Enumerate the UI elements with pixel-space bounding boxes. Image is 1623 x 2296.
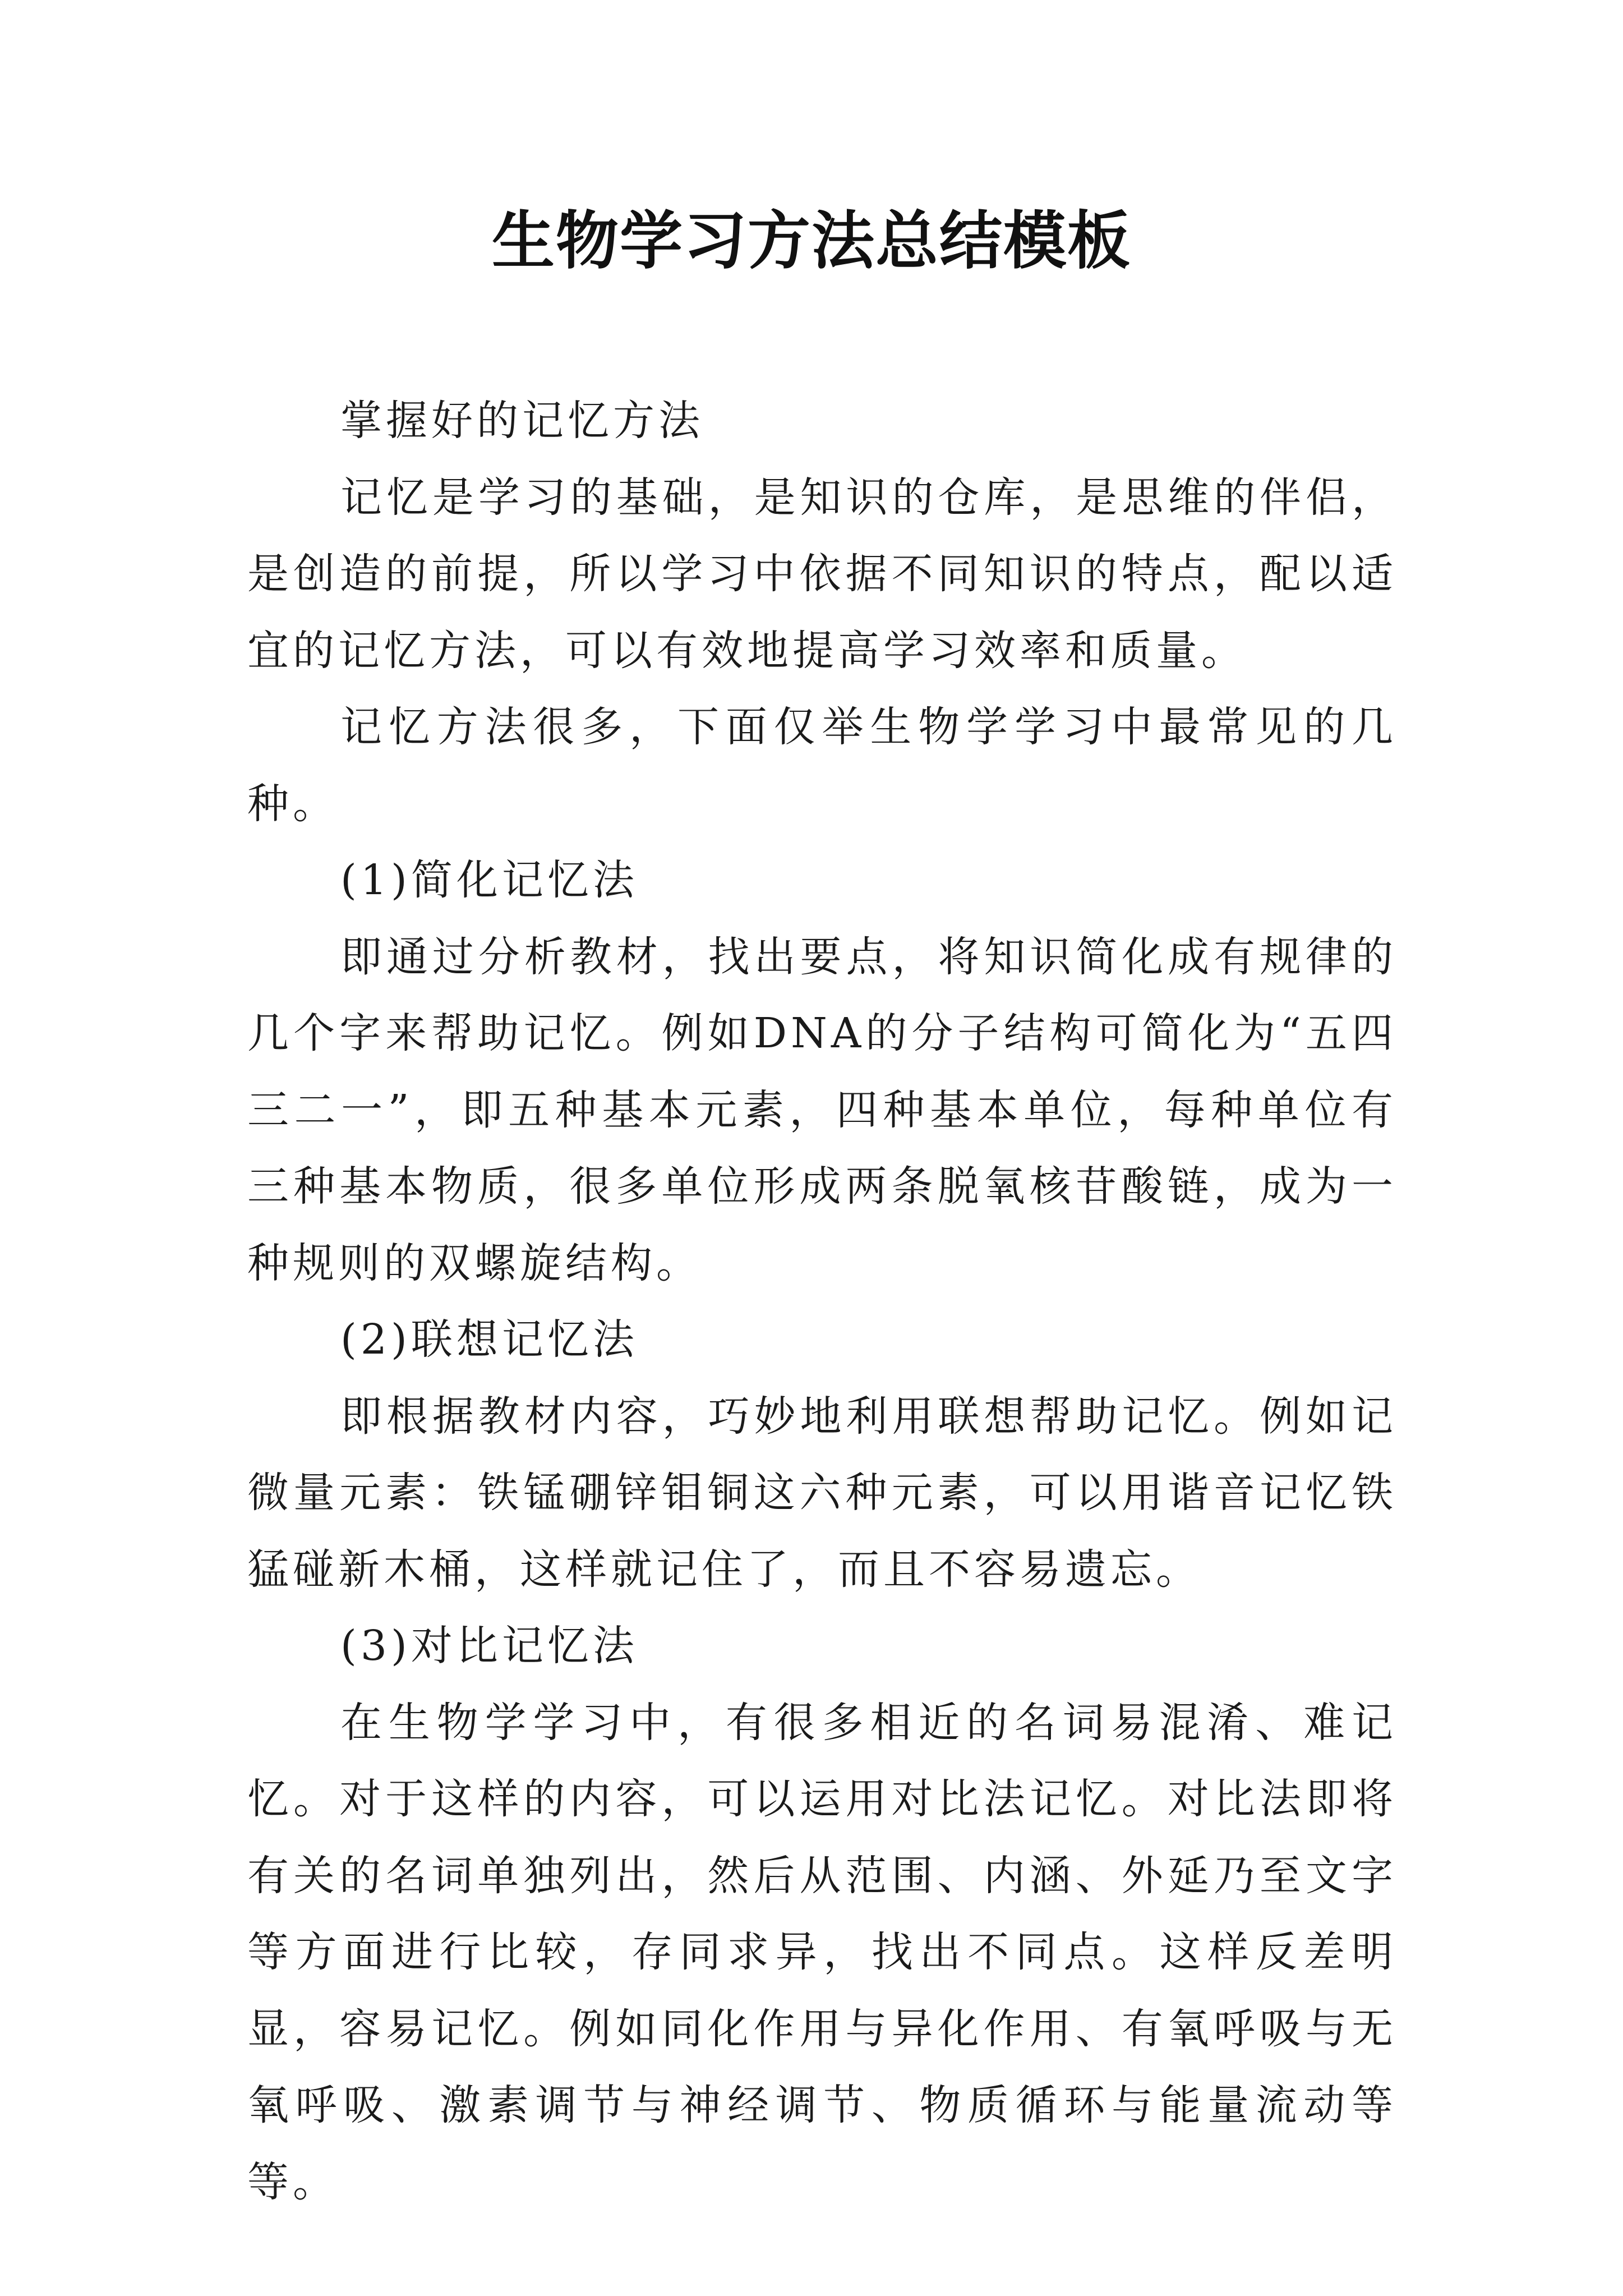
subheading-simplified-memory: (1)简化记忆法 (340, 856, 638, 904)
document-title: 生物学习方法总结模板 (492, 204, 1131, 278)
document-body (247, 383, 1397, 2220)
subheading-comparison-memory: (3)对比记忆法 (340, 1622, 638, 1670)
subheading-association-memory: (2)联想记忆法 (340, 1315, 638, 1364)
paragraph-comparison-memory: 在生物学学习中，有很多相近的名词易混淆、难记忆。对于这样的内容，可以运用对比法记忆。对比法即将有关的名词单独列出，然后从范围、内涵、外延乃至文字等方面进行比较，存同求异，找出不同点。这样反差明显，容易记忆。例如同化作用与异化作用、有氧呼吸与无氧呼吸、激素调节与神经调节、物质循环与能量流动等等。 (247, 1698, 1397, 2206)
section-heading-memory-methods: 掌握好的记忆方法 (340, 397, 704, 445)
paragraph-memory-intro: 记忆是学习的基础，是知识的仓库，是思维的伴侣，是创造的前提，所以学习中依据不同知识的特点，配以适宜的记忆方法，可以有效地提高学习效率和质量。 (247, 473, 1397, 675)
paragraph-methods-overview: 记忆方法很多，下面仅举生物学学习中最常见的几种。 (247, 703, 1397, 828)
paragraph-association-memory: 即根据教材内容，巧妙地利用联想帮助记忆。例如记微量元素：铁锰硼锌钼铜这六种元素，可以用谐音记忆铁猛碰新木桶，这样就记住了，而且不容易遗忘。 (247, 1392, 1397, 1594)
paragraph-simplified-memory: 即通过分析教材，找出要点，将知识简化成有规律的几个字来帮助记忆。例如DNA的分子结构可简化为“五四三二一”，即五种基本元素，四种基本单位，每种单位有三种基本物质，很多单位形成两条脱氧核苷酸链，成为一种规则的双螺旋结构。 (247, 932, 1397, 1287)
